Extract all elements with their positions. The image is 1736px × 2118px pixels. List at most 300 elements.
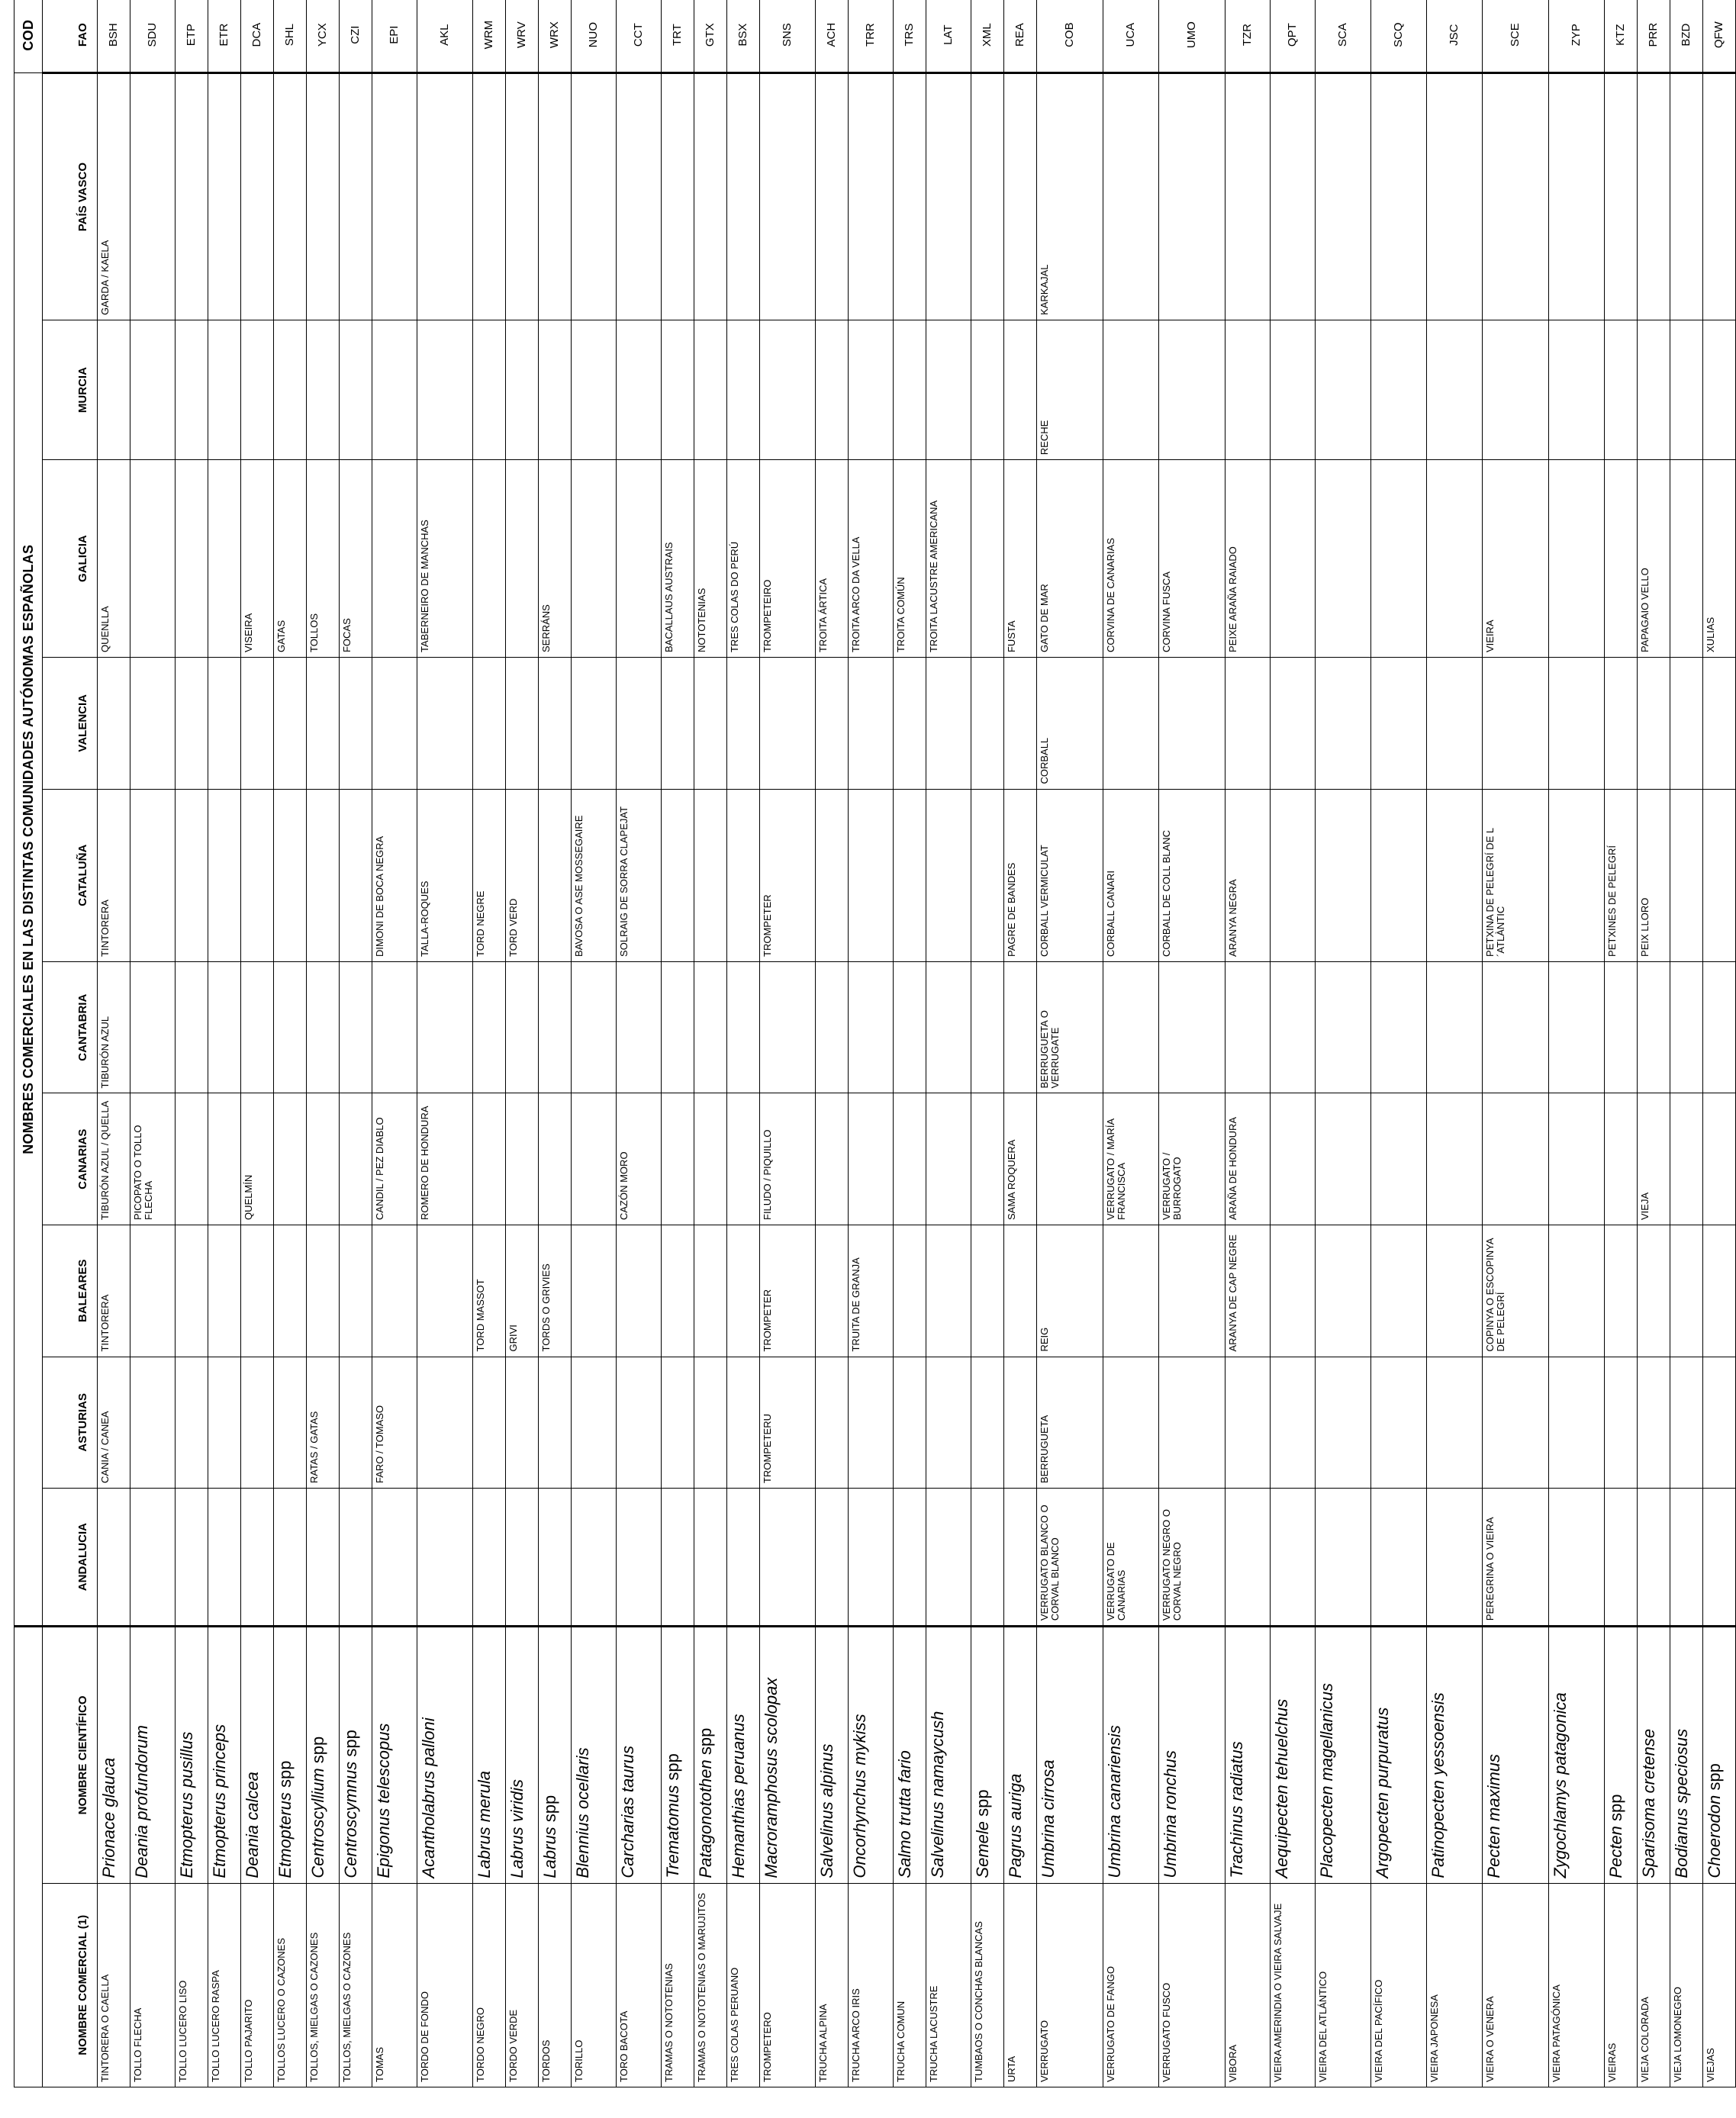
- table-row: [572, 0, 617, 2087]
- cell-cataluna: [274, 789, 307, 961]
- cell-nombre-cientifico: [1226, 1627, 1271, 1883]
- cell-valencia: [98, 658, 130, 790]
- cell-murcia: [372, 320, 417, 459]
- table-row: [662, 0, 694, 2087]
- cell-andalucia: [849, 1489, 894, 1627]
- cell-asturias: [971, 1357, 1004, 1489]
- cell-canarias: [1483, 1093, 1549, 1225]
- cell-pais-vasco: [1226, 73, 1271, 320]
- cell-nombre-cientifico: [1103, 1627, 1159, 1883]
- table-row: [307, 0, 340, 2087]
- cell-canarias: ROMERO DE HONDURA: [417, 1093, 473, 1225]
- cell-murcia: [617, 320, 662, 459]
- cell-cataluna: BAVOSA O ASE MOSSEGAIRE: [572, 789, 617, 961]
- cell-asturias: [1703, 1357, 1736, 1489]
- cell-valencia: [241, 658, 274, 790]
- cell-asturias: [130, 1357, 176, 1489]
- cell-valencia: [760, 658, 816, 790]
- cell-cataluna: [694, 789, 727, 961]
- cell-baleares: [572, 1225, 617, 1357]
- cell-andalucia: [372, 1489, 417, 1627]
- cell-valencia: [130, 658, 176, 790]
- cell-cataluna: [176, 789, 208, 961]
- cell-valencia: [816, 658, 849, 790]
- cell-canarias: SAMA ROQUERA: [1004, 1093, 1037, 1225]
- scientific-name: Umbrina cirrosa: [1039, 1759, 1058, 1878]
- cell-nombre-comercial: VIEJA LOMONEGRO: [1670, 1883, 1703, 2087]
- cell-cataluna: [307, 789, 340, 961]
- cell-andalucia: [473, 1489, 506, 1627]
- scientific-name: Semele: [973, 1821, 992, 1878]
- table-row: [1316, 0, 1371, 2087]
- cell-nombre-comercial: TRAMAS O NOTOTENIAS: [662, 1883, 694, 2087]
- cell-galicia: PAPAGAIO VELLO: [1638, 460, 1670, 658]
- cell-pais-vasco: [926, 73, 971, 320]
- cell-baleares: [340, 1225, 372, 1357]
- col-header-asturias: ASTURIAS: [43, 1357, 98, 1489]
- cell-valencia: [307, 658, 340, 790]
- cell-cataluna: TORD NEGRE: [473, 789, 506, 961]
- cell-andalucia: [1703, 1489, 1736, 1627]
- cell-nombre-cientifico: [241, 1627, 274, 1883]
- cell-cantabria: [849, 961, 894, 1093]
- cell-asturias: [1371, 1357, 1427, 1489]
- cell-murcia: [417, 320, 473, 459]
- scientific-name: Umbrina ronchus: [1161, 1750, 1180, 1878]
- cell-murcia: [1703, 320, 1736, 459]
- cell-baleares: [1103, 1225, 1159, 1357]
- cell-galicia: [208, 460, 241, 658]
- table-row: [130, 0, 176, 2087]
- cell-canarias: [1549, 1093, 1605, 1225]
- cell-baleares: GRIVI: [506, 1225, 539, 1357]
- cell-andalucia: [926, 1489, 971, 1627]
- cell-andalucia: [1670, 1489, 1703, 1627]
- scientific-name: Trematomus: [663, 1785, 682, 1878]
- cell-baleares: [1271, 1225, 1316, 1357]
- cell-murcia: [176, 320, 208, 459]
- cell-asturias: [617, 1357, 662, 1489]
- cell-nombre-comercial: URTA: [1004, 1883, 1037, 2087]
- scientific-name: Etmopterus pusillus: [177, 1731, 196, 1878]
- cell-cataluna: [1371, 789, 1427, 961]
- cell-cantabria: [760, 961, 816, 1093]
- scientific-name: Labrus viridis: [507, 1778, 527, 1878]
- cell-nombre-comercial: TRUCHA COMUN: [894, 1883, 926, 2087]
- cell-pais-vasco: [849, 73, 894, 320]
- cell-asturias: [176, 1357, 208, 1489]
- cell-valencia: [926, 658, 971, 790]
- cell-valencia: [1427, 658, 1483, 790]
- cell-pais-vasco: [694, 73, 727, 320]
- cell-fao-code: ETP: [176, 0, 208, 73]
- cell-galicia: TOLLOS: [307, 460, 340, 658]
- cell-pais-vasco: [340, 73, 372, 320]
- cell-fao-code: WRV: [506, 0, 539, 73]
- cell-asturias: RATAS / GATAS: [307, 1357, 340, 1489]
- cell-galicia: VIEIRA: [1483, 460, 1549, 658]
- cell-galicia: [1670, 460, 1703, 658]
- cell-cataluna: [926, 789, 971, 961]
- cell-galicia: [130, 460, 176, 658]
- cell-murcia: [926, 320, 971, 459]
- cell-cantabria: [1638, 961, 1670, 1093]
- cell-murcia: [130, 320, 176, 459]
- cell-murcia: [572, 320, 617, 459]
- table-row: [274, 0, 307, 2087]
- table-row: [473, 0, 506, 2087]
- cell-canarias: CANDIL / PEZ DIABLO: [372, 1093, 417, 1225]
- col-header-comercial: NOMBRE COMERCIAL (1): [43, 1883, 98, 2087]
- scientific-name: Deania profundorum: [132, 1725, 151, 1878]
- cell-baleares: [971, 1225, 1004, 1357]
- cell-nombre-comercial: TOLLO LUCERO RASPA: [208, 1883, 241, 2087]
- cell-canarias: CAZÓN MORO: [617, 1093, 662, 1225]
- cell-nombre-cientifico: [1004, 1627, 1037, 1883]
- cell-asturias: BERRUGUETA: [1037, 1357, 1103, 1489]
- cell-canarias: VERRUGATO / MARÍA FRANCISCA: [1103, 1093, 1159, 1225]
- cell-nombre-comercial: TOLLO LUCERO LISO: [176, 1883, 208, 2087]
- cell-cantabria: [1316, 961, 1371, 1093]
- cell-nombre-comercial: VERRUGATO DE FANGO: [1103, 1883, 1159, 2087]
- cell-baleares: [1004, 1225, 1037, 1357]
- scientific-name: Trachinus radiatus: [1227, 1741, 1246, 1878]
- scientific-name-suffix: spp: [696, 1727, 715, 1756]
- cell-baleares: [274, 1225, 307, 1357]
- cell-nombre-cientifico: [1670, 1627, 1703, 1883]
- table-row: [1159, 0, 1226, 2087]
- cell-nombre-cientifico: [473, 1627, 506, 1883]
- cell-canarias: VIEJA: [1638, 1093, 1670, 1225]
- cell-baleares: [1605, 1225, 1638, 1357]
- cell-nombre-cientifico: [816, 1627, 849, 1883]
- cell-nombre-comercial: TORDOS: [539, 1883, 572, 2087]
- cell-pais-vasco: [417, 73, 473, 320]
- cell-andalucia: [98, 1489, 130, 1627]
- cell-cataluna: CORBALL DE COLL BLANC: [1159, 789, 1226, 961]
- cell-asturias: [1316, 1357, 1371, 1489]
- scientific-name: Hemanthias peruanus: [729, 1714, 748, 1878]
- cell-andalucia: VERRUGATO NEGRO O CORVAL NEGRO: [1159, 1489, 1226, 1627]
- cell-galicia: TROITA ÁRTICA: [816, 460, 849, 658]
- cell-baleares: [1371, 1225, 1427, 1357]
- cell-valencia: [894, 658, 926, 790]
- cell-valencia: [417, 658, 473, 790]
- cell-cantabria: [1159, 961, 1226, 1093]
- scientific-name-suffix: spp: [540, 1795, 559, 1823]
- cell-canarias: [926, 1093, 971, 1225]
- cell-cataluna: PAGRE DE BANDES: [1004, 789, 1037, 961]
- cell-baleares: [241, 1225, 274, 1357]
- scientific-name: Macroramphosus scolopax: [762, 1677, 781, 1878]
- cell-galicia: TROMPETEIRO: [760, 460, 816, 658]
- cell-cantabria: [1670, 961, 1703, 1093]
- cell-canarias: [1316, 1093, 1371, 1225]
- scientific-name: Sparisoma cretense: [1639, 1728, 1658, 1878]
- scientific-name: Umbrina canariensis: [1105, 1725, 1124, 1878]
- cell-andalucia: [274, 1489, 307, 1627]
- table-row: [1483, 0, 1549, 2087]
- cell-fao-code: SCA: [1316, 0, 1371, 73]
- cell-nombre-cientifico: [208, 1627, 241, 1883]
- cell-murcia: [894, 320, 926, 459]
- cell-baleares: TORDS O GRIVIES: [539, 1225, 572, 1357]
- cell-cantabria: [1226, 961, 1271, 1093]
- cell-murcia: [98, 320, 130, 459]
- cell-cantabria: [1605, 961, 1638, 1093]
- cell-galicia: [617, 460, 662, 658]
- col-header-cataluna: CATALUÑA: [43, 789, 98, 961]
- cell-canarias: [1037, 1093, 1103, 1225]
- cell-nombre-comercial: TORDO VERDE: [506, 1883, 539, 2087]
- scientific-name: Labrus merula: [475, 1770, 494, 1878]
- cell-andalucia: [760, 1489, 816, 1627]
- cell-nombre-comercial: TOLLO PAJARITO: [241, 1883, 274, 2087]
- cell-cataluna: PEIX LLORO: [1638, 789, 1670, 961]
- cell-asturias: [274, 1357, 307, 1489]
- cell-galicia: [1427, 460, 1483, 658]
- cell-nombre-comercial: VERRUGATO FUSCO: [1159, 1883, 1226, 2087]
- table-row: [1605, 0, 1638, 2087]
- cell-fao-code: GTX: [694, 0, 727, 73]
- cell-cataluna: TINTORERA: [98, 789, 130, 961]
- cell-nombre-cientifico: [1638, 1627, 1670, 1883]
- table-body: [98, 0, 1736, 2087]
- cell-baleares: [662, 1225, 694, 1357]
- cell-nombre-comercial: TOLLOS LUCERO O CAZONES: [274, 1883, 307, 2087]
- scientific-name: Pagrus auriga: [1006, 1773, 1025, 1878]
- cell-asturias: [208, 1357, 241, 1489]
- cell-baleares: [1427, 1225, 1483, 1357]
- cell-valencia: [1670, 658, 1703, 790]
- cell-pais-vasco: GARDA / KAELA: [98, 73, 130, 320]
- cell-nombre-cientifico: [274, 1627, 307, 1883]
- cell-valencia: [208, 658, 241, 790]
- cell-murcia: [849, 320, 894, 459]
- cell-fao-code: CZI: [340, 0, 372, 73]
- cell-nombre-comercial: TUMBAOS O CONCHAS BLANCAS: [971, 1883, 1004, 2087]
- cell-andalucia: [130, 1489, 176, 1627]
- cell-andalucia: [617, 1489, 662, 1627]
- col-header-baleares: BALEARES: [43, 1225, 98, 1357]
- cell-cantabria: [372, 961, 417, 1093]
- scientific-name-suffix: spp: [341, 1730, 360, 1757]
- cell-murcia: [1605, 320, 1638, 459]
- cell-nombre-comercial: TORDO DE FONDO: [417, 1883, 473, 2087]
- scientific-name: Blennius ocellaris: [573, 1747, 592, 1878]
- cell-nombre-cientifico: [1271, 1627, 1316, 1883]
- cell-cataluna: TROMPETER: [760, 789, 816, 961]
- cell-murcia: [971, 320, 1004, 459]
- scientific-name: Labrus: [540, 1827, 559, 1878]
- cell-galicia: XULIAS: [1703, 460, 1736, 658]
- table-row: [1427, 0, 1483, 2087]
- cell-murcia: [473, 320, 506, 459]
- cell-baleares: COPINYA O ESCOPINYA DE PELEGRÍ: [1483, 1225, 1549, 1357]
- cell-asturias: [473, 1357, 506, 1489]
- cell-cantabria: [241, 961, 274, 1093]
- cell-murcia: [539, 320, 572, 459]
- cell-cantabria: [1427, 961, 1483, 1093]
- cell-galicia: TABERNEIRO DE MANCHAS: [417, 460, 473, 658]
- cell-cataluna: [1703, 789, 1736, 961]
- cell-cataluna: [208, 789, 241, 961]
- cell-asturias: [1004, 1357, 1037, 1489]
- cell-cataluna: [1549, 789, 1605, 961]
- cell-cataluna: DIMONI DE BOCA NEGRA: [372, 789, 417, 961]
- cell-nombre-comercial: TORDO NEGRO: [473, 1883, 506, 2087]
- table-row: [926, 0, 971, 2087]
- cell-nombre-comercial: VIEIRA DEL PACÍFICO: [1371, 1883, 1427, 2087]
- cell-fao-code: REA: [1004, 0, 1037, 73]
- cell-andalucia: PEREGRINA O VIEIRA: [1483, 1489, 1549, 1627]
- table-row: [760, 0, 816, 2087]
- cell-baleares: [694, 1225, 727, 1357]
- cell-nombre-cientifico: [417, 1627, 473, 1883]
- cell-asturias: [816, 1357, 849, 1489]
- cell-murcia: [1427, 320, 1483, 459]
- cell-canarias: [340, 1093, 372, 1225]
- cell-murcia: [274, 320, 307, 459]
- cell-canarias: [539, 1093, 572, 1225]
- cell-nombre-cientifico: [1159, 1627, 1226, 1883]
- cell-canarias: [894, 1093, 926, 1225]
- cell-fao-code: WRX: [539, 0, 572, 73]
- cell-canarias: [506, 1093, 539, 1225]
- cell-valencia: [662, 658, 694, 790]
- scientific-name: Deania calcea: [243, 1772, 262, 1878]
- table-row: [849, 0, 894, 2087]
- cell-andalucia: [176, 1489, 208, 1627]
- cell-asturias: [340, 1357, 372, 1489]
- scientific-name-suffix: spp: [1606, 1794, 1625, 1821]
- cell-pais-vasco: [1670, 73, 1703, 320]
- cell-galicia: TROITA COMÚN: [894, 460, 926, 658]
- cell-cataluna: [539, 789, 572, 961]
- cell-galicia: GATO DE MAR: [1037, 460, 1103, 658]
- scientific-name: Prionace glauca: [99, 1757, 118, 1878]
- cell-pais-vasco: [372, 73, 417, 320]
- scientific-name: Centroscymnus: [341, 1761, 360, 1878]
- cell-murcia: [506, 320, 539, 459]
- cell-asturias: [727, 1357, 760, 1489]
- cell-cataluna: [662, 789, 694, 961]
- cell-baleares: [1638, 1225, 1670, 1357]
- cell-murcia: [241, 320, 274, 459]
- cell-valencia: [1103, 658, 1159, 790]
- cell-asturias: [572, 1357, 617, 1489]
- cell-cataluna: [971, 789, 1004, 961]
- cell-galicia: SERRÁNS: [539, 460, 572, 658]
- scientific-name: Bodianus speciosus: [1672, 1728, 1691, 1878]
- cell-valencia: [694, 658, 727, 790]
- cell-asturias: [849, 1357, 894, 1489]
- cell-valencia: [849, 658, 894, 790]
- cell-asturias: [1103, 1357, 1159, 1489]
- cell-valencia: [1316, 658, 1371, 790]
- cell-andalucia: [539, 1489, 572, 1627]
- cell-nombre-cientifico: [539, 1627, 572, 1883]
- cell-pais-vasco: [894, 73, 926, 320]
- cell-cantabria: [473, 961, 506, 1093]
- cell-fao-code: AKL: [417, 0, 473, 73]
- cell-asturias: [694, 1357, 727, 1489]
- cell-pais-vasco: [1483, 73, 1549, 320]
- scientific-name: Pecten: [1606, 1826, 1625, 1878]
- cell-asturias: CANIA / CANEA: [98, 1357, 130, 1489]
- col-header-fao: FAO: [43, 0, 98, 73]
- cell-murcia: [1670, 320, 1703, 459]
- scientific-name: Salmo trutta fario: [895, 1750, 914, 1878]
- cell-murcia: [1371, 320, 1427, 459]
- cell-galicia: PEIXE ARAÑA RAIADO: [1226, 460, 1271, 658]
- cell-asturias: TROMPETERU: [760, 1357, 816, 1489]
- cell-murcia: [816, 320, 849, 459]
- cell-pais-vasco: [1271, 73, 1316, 320]
- table-row: [1670, 0, 1703, 2087]
- cell-nombre-comercial: VIBORA: [1226, 1883, 1271, 2087]
- cell-fao-code: BZD: [1670, 0, 1703, 73]
- cell-galicia: [1371, 460, 1427, 658]
- scientific-name-suffix: spp: [1705, 1763, 1724, 1791]
- cell-valencia: [1371, 658, 1427, 790]
- cell-valencia: [340, 658, 372, 790]
- cell-galicia: FUSTA: [1004, 460, 1037, 658]
- cell-nombre-comercial: TORO BACOTA: [617, 1883, 662, 2087]
- rotated-page: [14, 0, 1725, 2087]
- cell-galicia: TRES COLAS DO PERÚ: [727, 460, 760, 658]
- cell-nombre-cientifico: [926, 1627, 971, 1883]
- scientific-name-suffix: spp: [663, 1753, 682, 1781]
- cell-andalucia: [694, 1489, 727, 1627]
- cell-fao-code: SCQ: [1371, 0, 1427, 73]
- cell-nombre-cientifico: [1037, 1627, 1103, 1883]
- cell-cantabria: [926, 961, 971, 1093]
- table-row: [1271, 0, 1316, 2087]
- cell-galicia: [971, 460, 1004, 658]
- cell-fao-code: SCE: [1483, 0, 1549, 73]
- cell-cantabria: TIBURÓN AZUL: [98, 961, 130, 1093]
- cell-canarias: [849, 1093, 894, 1225]
- cell-nombre-cientifico: [98, 1627, 130, 1883]
- col-header-cantabria: CANTABRIA: [43, 961, 98, 1093]
- scientific-name: Patinopecten yessoensis: [1428, 1692, 1448, 1878]
- cell-nombre-comercial: VIEIRA JAPONESA: [1427, 1883, 1483, 2087]
- cell-nombre-cientifico: [1549, 1627, 1605, 1883]
- cell-andalucia: [1316, 1489, 1371, 1627]
- cell-nombre-cientifico: [727, 1627, 760, 1883]
- table-row: [176, 0, 208, 2087]
- group-header: NOMBRES COMERCIALES EN LAS DISTINTAS COMUNIDADES AUTÓNOMAS ESPAÑOLAS: [14, 73, 43, 1627]
- cell-cantabria: [506, 961, 539, 1093]
- cell-nombre-cientifico: [340, 1627, 372, 1883]
- cell-cataluna: [894, 789, 926, 961]
- table-row: [894, 0, 926, 2087]
- cell-fao-code: BSX: [727, 0, 760, 73]
- cell-fao-code: WRM: [473, 0, 506, 73]
- cell-murcia: [662, 320, 694, 459]
- cell-nombre-cientifico: [1371, 1627, 1427, 1883]
- cell-pais-vasco: [572, 73, 617, 320]
- cell-pais-vasco: [307, 73, 340, 320]
- cell-cataluna: TORD VERD: [506, 789, 539, 961]
- cell-cataluna: [816, 789, 849, 961]
- cell-fao-code: UMO: [1159, 0, 1226, 73]
- cell-murcia: [307, 320, 340, 459]
- cell-fao-code: TZR: [1226, 0, 1271, 73]
- cell-pais-vasco: [130, 73, 176, 320]
- cell-pais-vasco: [506, 73, 539, 320]
